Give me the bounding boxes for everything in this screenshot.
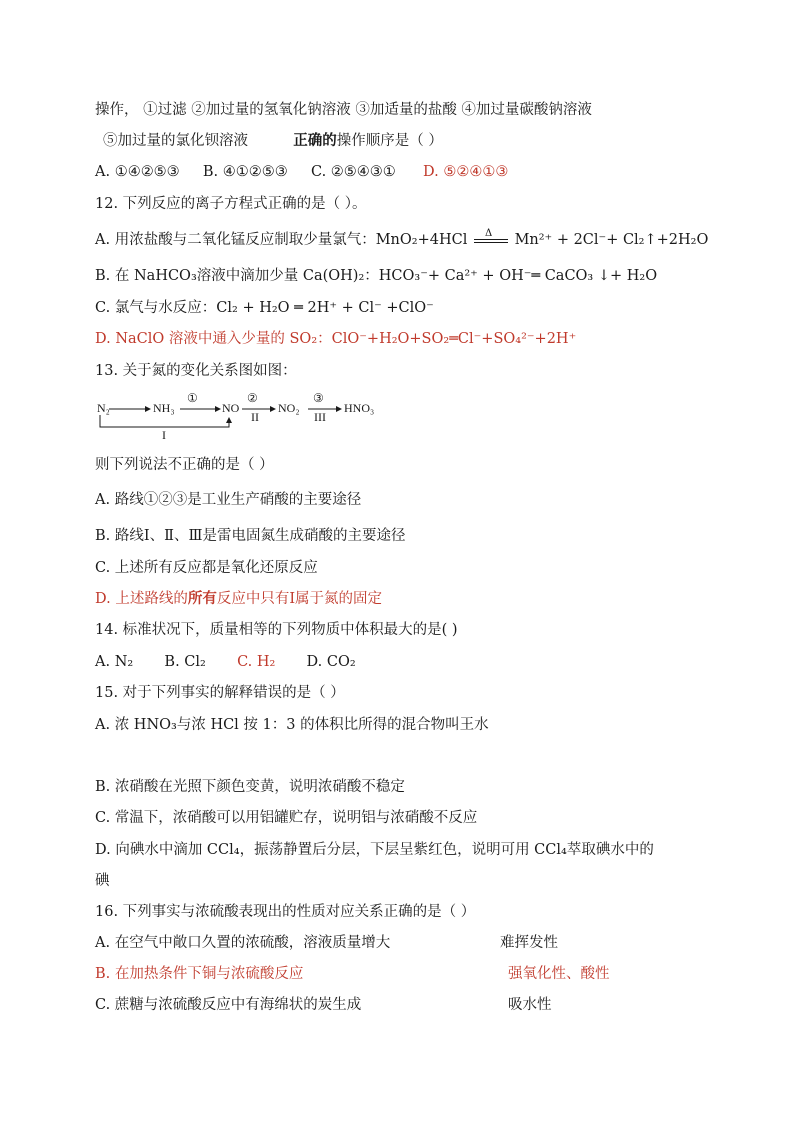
q12-a-text: A. 用浓盐酸与二氧化锰反应制取少量氯气： [95,232,376,248]
q11-option-b: B. ④①②⑤③ [202,164,288,180]
q12-d-eq: ClO⁻+H₂O+SO₂═Cl⁻+SO₄²⁻+2H⁺ [331,331,577,347]
q12-a-heat-arrow [472,228,510,247]
q12-option-b [95,266,657,286]
q16-option-b-property: 强氧化性、酸性 [508,966,610,982]
q11-options [95,162,508,182]
q14-option-c: C. H₂ [237,654,276,670]
q12-option-a [95,230,708,250]
q13-option-d [95,589,382,609]
q11-option-d: D. ⑤②④①③ [423,164,509,180]
q13-stem: 13. 关于氮的变化关系图如图： [95,363,297,379]
q15-option-b: B. 浓硝酸在光照下颜色变黄，说明浓硝酸不稳定 [95,779,405,795]
q16-option-c-property: 吸水性 [508,997,552,1013]
q12-c-text: C. 氯气与水反应： [95,300,217,316]
q15-option-c: C. 常温下，浓硝酸可以用铝罐贮存，说明铝与浓硝酸不反应 [95,810,478,826]
q13-d-part1: D. 上述路线的 [95,591,188,607]
species-no: NO [222,401,240,415]
q13-d-bold: 所有 [187,590,217,607]
species-hno3: HNO₃ [344,401,375,415]
q12-b-eq: HCO₃⁻+ Ca²⁺ + OH⁻═ CaCO₃ ↓+ H₂O [378,268,658,284]
q11-line2-a: ⑤加过量的氯化钡溶液 [103,133,248,149]
q12-d-text: D. NaClO 溶液中通入少量的 SO₂： [95,331,332,347]
q16-option-a: A. 在空气中敞口久置的浓硫酸，溶液质量增大 [95,935,391,951]
q15-stem: 15. 对于下列事实的解释错误的是（ ） [95,685,345,701]
q13-d-part2: 反应中只有Ⅰ属于氮的固定 [216,591,383,607]
q15-option-a: A. 浓 HNO₃与浓 HCl 按 1：3 的体积比所得的混合物叫王水 [95,717,489,733]
q11-line2-b: 操作顺序是（ ） [336,133,443,149]
q14-options [95,652,356,672]
q14-option-d: D. CO₂ [306,654,356,670]
route-label-1: ① [187,391,198,405]
q11-line2 [103,131,443,151]
route-label-iii: III [314,410,326,424]
q14-option-a: A. N₂ [95,654,134,670]
q16-option-b: B. 在加热条件下铜与浓硫酸反应 [95,966,304,982]
route-label-3: ③ [313,391,324,405]
q15-option-d-cont: 碘 [95,873,110,889]
q13-option-c: C. 上述所有反应都是氧化还原反应 [95,560,318,576]
q14-option-b: B. Cl₂ [164,654,206,670]
q16-stem: 16. 下列事实与浓硫酸表现出的性质对应关系正确的是（ ） [95,904,476,920]
q13-ask: 则下列说法不正确的是（ ） [95,457,274,473]
q12-option-d [95,329,576,349]
q16-option-a-property: 难挥发性 [500,935,558,951]
q11-line1: 操作， ①过滤 ②加过量的氢氧化钠溶液 ③加适量的盐酸 ④加过量碳酸钠溶液 [95,102,592,118]
q13-option-b: B. 路线Ⅰ、Ⅱ、Ⅲ是雷电固氮生成硝酸的主要途径 [95,528,406,544]
q11-line2-bold: 正确的 [293,132,337,149]
nitrogen-diagram [95,393,395,443]
route-label-2: ② [247,391,258,405]
q16-option-c: C. 蔗糖与浓硫酸反应中有海绵状的炭生成 [95,997,362,1013]
arrow-route-i [100,415,229,427]
q12-a-delta: Δ [484,228,493,239]
q15-option-d: D. 向碘水中滴加 CCl₄，振荡静置后分层，下层呈紫红色，说明可用 CCl₄萃取碘水中的 [95,842,654,858]
route-label-ii: II [251,410,259,424]
route-label-i: I [162,428,166,442]
q12-a-eq2: Mn²⁺ + 2Cl⁻+ Cl₂↑+2H₂O [514,232,709,248]
q14-stem: 14. 标准状况下，质量相等的下列物质中体积最大的是( ) [95,622,458,638]
q12-a-eq: MnO₂+4HCl [375,232,468,248]
q12-stem: 12. 下列反应的离子方程式正确的是（ ）。 [95,196,367,212]
q12-c-eq: Cl₂ + H₂O ═ 2H⁺ + Cl⁻ +ClO⁻ [216,300,434,316]
q11-option-c: C. ②⑤④③① [311,164,396,180]
species-n2: N₂ [97,401,110,415]
species-no2: NO₂ [278,401,300,415]
q13-option-a: A. 路线①②③是工业生产硝酸的主要途径 [95,492,362,508]
species-nh3: NH₃ [153,401,175,415]
q11-option-a: A. ①④②⑤③ [95,164,180,180]
q12-option-c [95,298,434,318]
q12-b-text: B. 在 NaHCO₃溶液中滴加少量 Ca(OH)₂： [95,268,379,284]
